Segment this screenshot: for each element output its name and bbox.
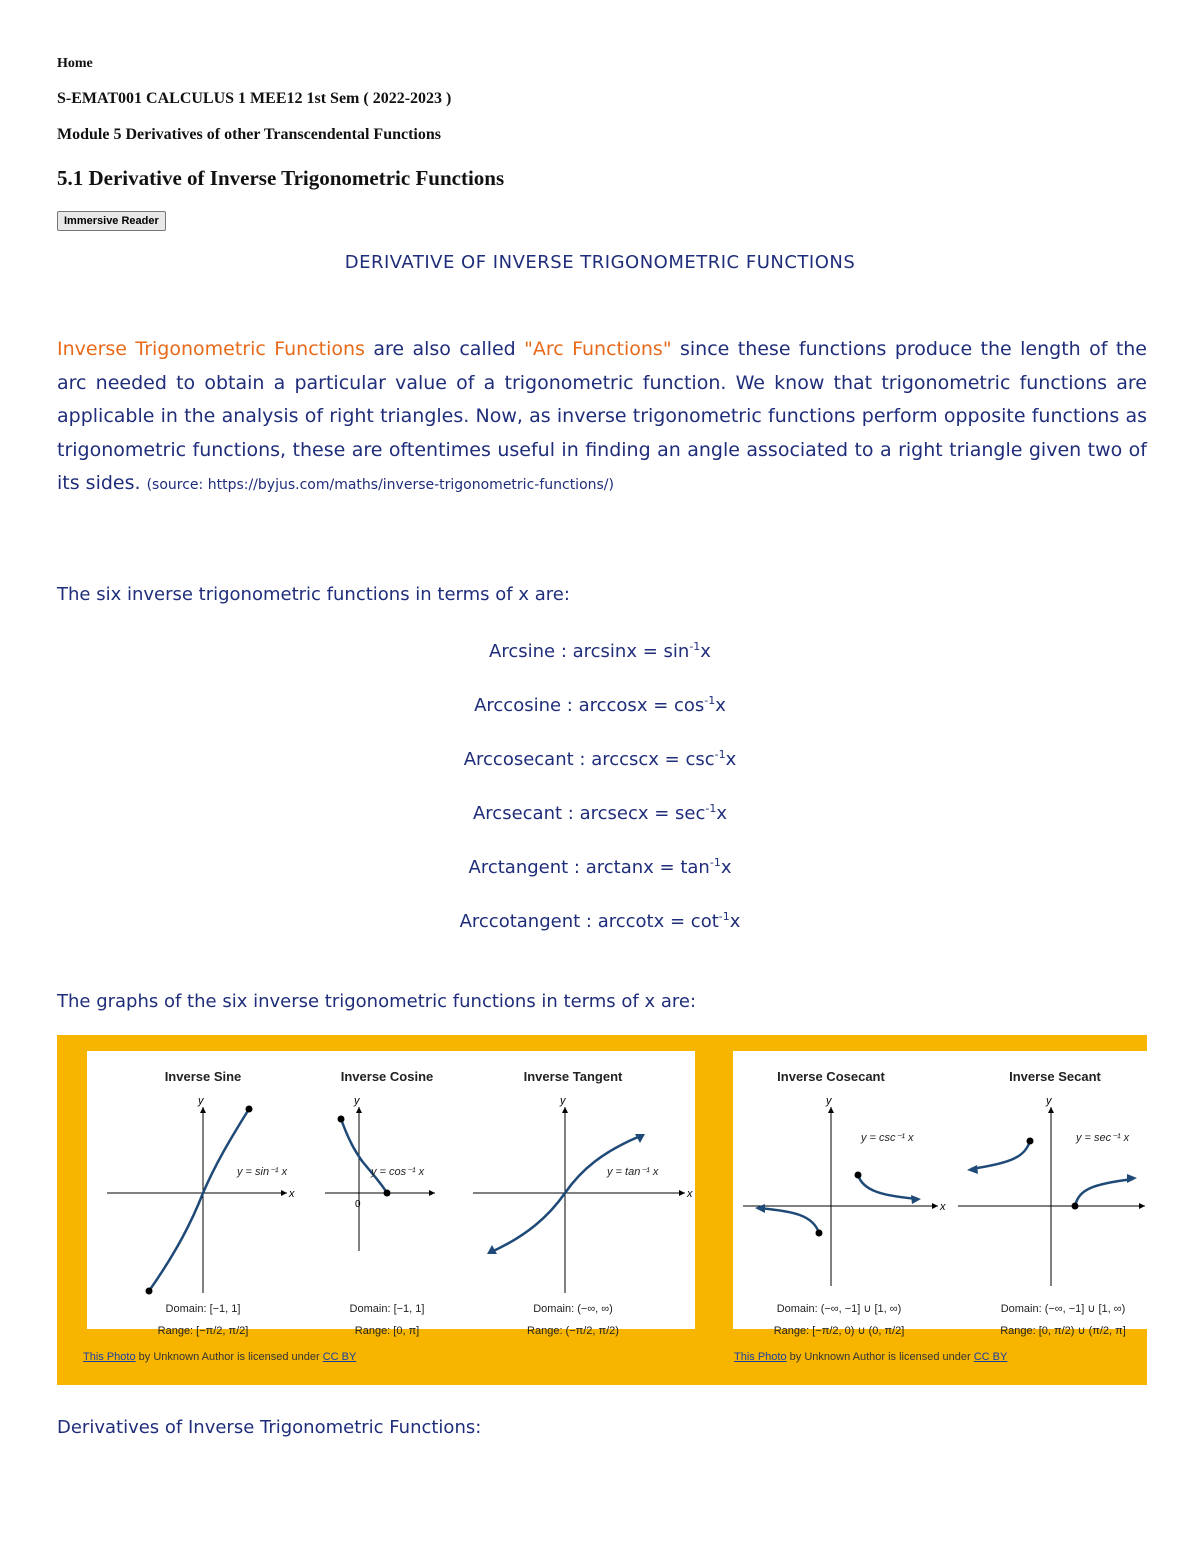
svg-text:0: 0: [355, 1199, 361, 1210]
breadcrumb-course[interactable]: S-EMAT001 CALCULUS 1 MEE12 1st Sem ( 2022-2023 ): [57, 90, 452, 107]
license-link-right[interactable]: CC BY: [973, 1351, 1008, 1363]
function-name: Arcsine: [489, 641, 556, 662]
this-photo-link-right[interactable]: This Photo: [734, 1351, 787, 1363]
function-sup: -1: [718, 910, 730, 923]
curve-label: y = tan⁻¹ x: [607, 1166, 659, 1178]
license-link-left[interactable]: CC BY: [322, 1351, 357, 1363]
svg-text:y: y: [354, 1095, 360, 1107]
function-name: Arcsecant: [472, 803, 563, 824]
range-label: Range: (−π/2, π/2): [527, 1325, 619, 1337]
curve-label: y = sec⁻¹ x: [1076, 1132, 1130, 1144]
function-expr: arcsinx: [572, 641, 637, 662]
function-notation: sin: [663, 641, 690, 662]
curve-label: y = cos⁻¹ x: [371, 1166, 425, 1178]
function-expr: arccosx: [578, 695, 648, 716]
domain-label: Domain: [−1, 1]: [165, 1303, 241, 1315]
svg-text:x: x: [940, 1201, 946, 1213]
range-label: Range: [0, π/2) ∪ (π/2, π]: [1000, 1325, 1126, 1337]
breadcrumb-home-link[interactable]: Home: [57, 56, 93, 71]
inverse-sine-curve: [149, 1109, 249, 1291]
function-row: Arctangent : $\arctan x = \tan^{-1}x$: [468, 856, 732, 878]
svg-text:x: x: [289, 1188, 295, 1200]
domain-label: Domain: (−∞, −1] ∪ [1, ∞): [776, 1303, 902, 1315]
range-label: Range: [−π/2, π/2]: [157, 1325, 249, 1337]
function-name: Arccosecant: [463, 749, 574, 770]
function-row: Arcsecant : $arcsecx = \sec^{-1}x$: [472, 802, 728, 824]
function-sup: -1: [705, 802, 717, 815]
graph-title: Inverse Sine: [164, 1069, 242, 1084]
photo-credit-left: [83, 1351, 356, 1363]
function-var: x: [700, 641, 711, 662]
svg-text:y: y: [560, 1095, 566, 1107]
intro-highlight-arc-functions: "Arc Functions": [524, 338, 672, 360]
page-title: 5.1 Derivative of Inverse Trigonometric Functions: [57, 166, 505, 190]
function-sup: -1: [709, 856, 721, 869]
domain-label: Domain: (−∞, ∞): [533, 1303, 613, 1315]
domain-label: Domain: [−1, 1]: [349, 1303, 425, 1315]
intro-text-1: are also called: [364, 338, 525, 360]
range-label: Range: [−π/2, 0) ∪ (0, π/2]: [773, 1325, 905, 1337]
graph-panel-left: [87, 1051, 695, 1337]
curve-label: y = csc⁻¹ x: [861, 1132, 914, 1144]
inverse-cosine-curve: [341, 1119, 387, 1193]
range-label: Range: [0, π]: [354, 1325, 420, 1337]
function-notation: cos: [674, 695, 705, 716]
graph-panel-right: [733, 1051, 1147, 1337]
svg-text:y: y: [826, 1095, 832, 1107]
function-notation: cot: [690, 911, 719, 932]
domain-label: Domain: (−∞, −1] ∪ [1, ∞): [1000, 1303, 1126, 1315]
curve-label: y = sin⁻¹ x: [237, 1166, 288, 1178]
inverse-tangent-curve: [489, 1135, 643, 1253]
function-sup: -1: [704, 694, 716, 707]
this-photo-link-left[interactable]: This Photo: [83, 1351, 136, 1363]
intro-text-2: since these functions produce the length of the arc needed to obtain a particular value of a trigonometric function. We know that trigonometric functions are applicable in the analysis of right triangles. Now, as inverse trigonometric functions perform opposite functions as trigonometric functions, these are oftentimes useful in finding an angle associated to a right triangle given two of its sides.: [57, 338, 1147, 494]
function-name: Arctangent: [468, 857, 569, 878]
function-name: Arccotangent: [459, 911, 581, 932]
function-var: x: [720, 857, 732, 878]
function-expr: arcsecx: [579, 803, 649, 824]
credit-text-right: by Unknown Author is licensed under: [786, 1351, 974, 1363]
function-var: x: [716, 803, 728, 824]
svg-text:y: y: [1046, 1095, 1052, 1107]
function-row: Arcsine : $\arcsin x = \sin^{-1}x$: [489, 640, 711, 662]
six-functions-label: The six inverse trigonometric functions in terms of x are:: [57, 584, 570, 605]
function-sup: -1: [689, 640, 701, 653]
graphs-label: The graphs of the six inverse trigonometric functions in terms of x are:: [57, 991, 697, 1012]
intro-highlight-inverse-trig: Inverse Trigonometric Functions: [57, 338, 365, 360]
function-notation: csc: [685, 749, 715, 770]
function-var: x: [729, 911, 741, 932]
function-expr: arccotx: [597, 911, 665, 932]
photo-credit-right: [734, 1351, 1007, 1363]
inverse-secant-curve: [1075, 1179, 1133, 1206]
graph-title: Inverse Tangent: [523, 1069, 623, 1084]
svg-text:x: x: [687, 1188, 693, 1200]
function-var: x: [725, 749, 737, 770]
derivatives-label: Derivatives of Inverse Trigonometric Functions:: [57, 1417, 482, 1438]
function-expr: arccscx: [591, 749, 659, 770]
function-row: Arccosine : $\arccos x = \cos^{-1}x$: [474, 694, 726, 716]
content-heading: DERIVATIVE OF INVERSE TRIGONOMETRIC FUNCTIONS: [344, 252, 856, 273]
inverse-cosecant-curve-neg: [758, 1208, 819, 1233]
function-expr: arctanx: [585, 857, 654, 878]
graph-title: Inverse Cosecant: [777, 1069, 885, 1084]
intro-source[interactable]: (source: https://byjus.com/maths/inverse-trigonometric-functions/): [146, 477, 614, 493]
intro-paragraph: [57, 333, 1147, 503]
inverse-secant-curve-neg: [971, 1141, 1030, 1169]
graph-title: Inverse Secant: [1009, 1069, 1101, 1084]
inverse-cosecant-curve: [858, 1175, 918, 1199]
function-row: Arccosecant : $arccscx = \csc^{-1}x$: [463, 748, 737, 770]
graph-title: Inverse Cosine: [340, 1069, 434, 1084]
graphs-figure: [57, 1035, 1147, 1385]
immersive-reader-button[interactable]: Immersive Reader: [57, 211, 166, 231]
function-row: Arccotangent : $arccotx = \cot^{-1}x$: [459, 910, 741, 932]
function-var: x: [715, 695, 726, 716]
function-sup: -1: [714, 748, 726, 761]
svg-text:y: y: [198, 1095, 204, 1107]
breadcrumb-module[interactable]: Module 5 Derivatives of other Transcendental Functions: [57, 126, 441, 143]
function-notation: tan: [680, 857, 710, 878]
function-notation: sec: [675, 803, 706, 824]
credit-text-left: by Unknown Author is licensed under: [135, 1351, 323, 1363]
function-name: Arccosine: [474, 695, 562, 716]
